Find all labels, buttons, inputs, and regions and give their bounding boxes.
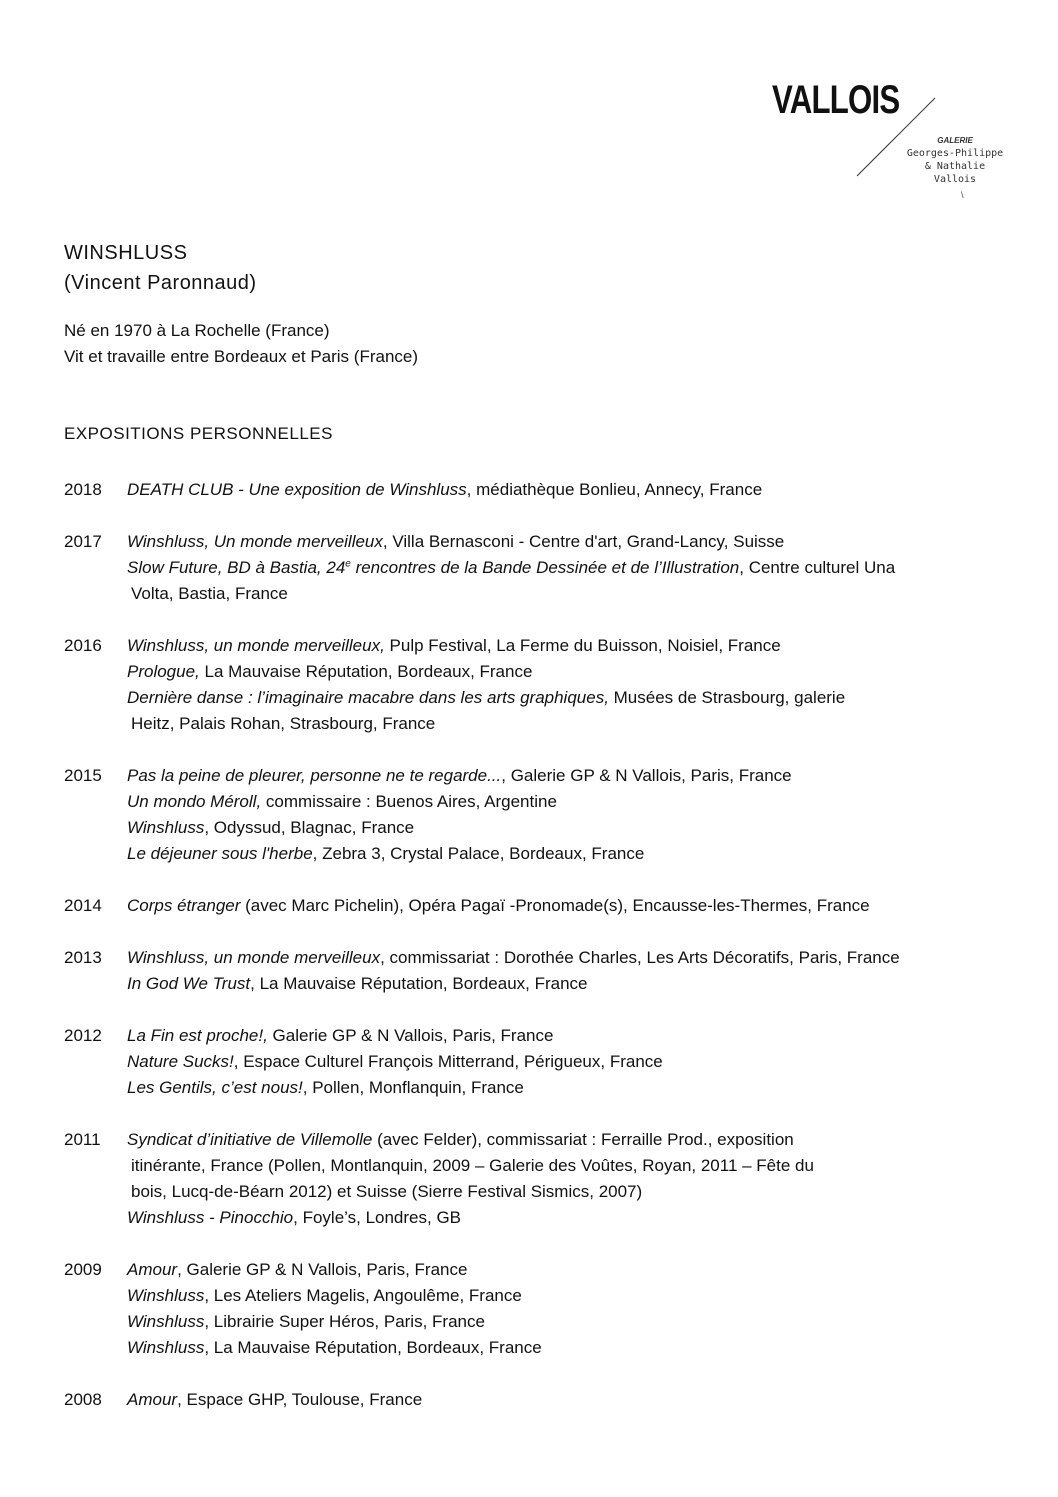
exhibition-venue: bois, Lucq-de-Béarn 2012) et Suisse (Sierre Festival Sismics, 2007) xyxy=(131,1182,643,1201)
exhibition-venue: , Galerie GP & N Vallois, Paris, France xyxy=(177,1260,468,1279)
exhibition-lines xyxy=(127,477,1024,503)
exhibition-venue: (avec Felder), commissariat : Ferraille Prod., exposition xyxy=(372,1130,794,1149)
exhibition-venue: Musées de Strasbourg, galerie xyxy=(608,688,846,707)
artist-bio xyxy=(64,318,418,370)
exhibition-venue: , La Mauvaise Réputation, Bordeaux, France xyxy=(204,1338,542,1357)
exhibition-line xyxy=(127,789,1024,815)
exhibition-line xyxy=(127,841,1024,867)
exhibition-year: 2018 xyxy=(64,480,102,499)
exhibition-year-group xyxy=(64,1127,1024,1231)
logo-galerie-label: GALERIE xyxy=(937,136,973,145)
exhibition-year: 2011 xyxy=(64,1130,101,1149)
exhibition-venue: , Zebra 3, Crystal Palace, Bordeaux, France xyxy=(312,844,645,863)
exhibition-year-group xyxy=(64,477,1024,503)
exhibition-year: 2016 xyxy=(64,636,102,655)
exhibition-year: 2008 xyxy=(64,1390,102,1409)
exhibition-lines xyxy=(127,1023,1024,1101)
exhibition-lines xyxy=(127,763,1024,867)
exhibition-title: Nature Sucks! xyxy=(127,1052,234,1071)
exhibition-line xyxy=(127,1075,1024,1101)
exhibition-line xyxy=(127,1283,1024,1309)
artist-heading xyxy=(64,238,257,298)
exhibition-year: 2015 xyxy=(64,766,102,785)
exhibition-title: Winshluss xyxy=(127,1286,205,1305)
exhibition-year-group xyxy=(64,529,1024,607)
exhibition-year: 2017 xyxy=(64,532,102,551)
artist-real-name: (Vincent Paronnaud) xyxy=(64,272,257,294)
ordinal-superscript: e xyxy=(345,558,351,570)
exhibition-line xyxy=(127,529,1024,555)
exhibition-line xyxy=(127,477,1024,503)
exhibition-line xyxy=(127,633,1024,659)
exhibition-venue: , Espace Culturel François Mitterrand, Périgueux, France xyxy=(233,1052,663,1071)
exhibition-year-group xyxy=(64,1257,1024,1361)
exhibition-title: Amour xyxy=(127,1390,178,1409)
exhibition-title: Les Gentils, c’est nous! xyxy=(127,1078,303,1097)
exhibition-year-group xyxy=(64,1023,1024,1101)
exhibition-line xyxy=(127,763,1024,789)
exhibition-line xyxy=(127,1023,1024,1049)
exhibition-title: Le déjeuner sous l'herbe xyxy=(127,844,313,863)
exhibition-title: Slow Future, BD à Bastia, 24 xyxy=(127,558,346,577)
exhibition-title: Winshluss xyxy=(127,1338,205,1357)
exhibition-venue: (avec Marc Pichelin), Opéra Pagaï -Pronomade(s), Encausse-les-Thermes, France xyxy=(240,896,870,915)
exhibition-title: Syndicat d’initiative de Villemolle xyxy=(127,1130,373,1149)
exhibition-venue: , Pollen, Monflanquin, France xyxy=(302,1078,524,1097)
exhibition-venue: Volta, Bastia, France xyxy=(131,584,288,603)
exhibition-line xyxy=(127,1179,1024,1205)
exhibition-venue: , Galerie GP & N Vallois, Paris, France xyxy=(501,766,792,785)
exhibition-venue: , Odyssud, Blagnac, France xyxy=(204,818,415,837)
exhibition-title: Winshluss, Un monde merveilleux xyxy=(127,532,383,551)
exhibition-title: Dernière danse : l’imaginaire macabre dans les arts graphiques, xyxy=(127,688,609,707)
exhibition-lines xyxy=(127,633,1024,737)
exhibition-lines xyxy=(127,1387,1024,1413)
exhibition-venue: , Centre culturel Una xyxy=(739,558,896,577)
exhibition-year-group xyxy=(64,633,1024,737)
exhibition-lines xyxy=(127,893,1024,919)
exhibition-title: Winshluss, un monde merveilleux xyxy=(127,948,381,967)
exhibition-list xyxy=(64,477,1024,1439)
exhibition-lines xyxy=(127,945,1024,997)
exhibition-title: Amour xyxy=(127,1260,178,1279)
exhibition-year-group xyxy=(64,1387,1024,1413)
logo-tick-mark: \ xyxy=(961,190,964,200)
exhibition-title: In God We Trust xyxy=(127,974,251,993)
exhibition-venue: , La Mauvaise Réputation, Bordeaux, France xyxy=(250,974,588,993)
exhibition-title: Winshluss xyxy=(127,818,205,837)
exhibition-line xyxy=(127,555,1024,581)
exhibition-title: DEATH CLUB - Une exposition de Winshluss xyxy=(127,480,467,499)
logo-wordmark: VALLOIS xyxy=(772,78,900,122)
exhibition-line xyxy=(127,971,1024,997)
exhibition-title: Un mondo Méroll, xyxy=(127,792,262,811)
exhibition-lines xyxy=(127,1127,1024,1231)
exhibition-line xyxy=(127,1205,1024,1231)
exhibition-line xyxy=(127,581,1024,607)
exhibition-line xyxy=(127,1335,1024,1361)
exhibition-line xyxy=(127,1387,1024,1413)
exhibition-lines xyxy=(127,1257,1024,1361)
exhibition-venue: La Mauvaise Réputation, Bordeaux, France xyxy=(199,662,533,681)
exhibition-title: Winshluss, un monde merveilleux, xyxy=(127,636,385,655)
exhibition-line xyxy=(127,945,1024,971)
exhibition-year: 2012 xyxy=(64,1026,102,1045)
exhibition-title: Winshluss - Pinocchio xyxy=(127,1208,294,1227)
exhibition-line xyxy=(127,1257,1024,1283)
exhibition-line xyxy=(127,711,1024,737)
exhibition-venue: , Espace GHP, Toulouse, France xyxy=(177,1390,423,1409)
exhibition-venue: , Les Ateliers Magelis, Angoulême, France xyxy=(204,1286,522,1305)
exhibition-title-cont: rencontres de la Bande Dessinée et de l’Illustration xyxy=(350,558,740,577)
exhibition-line xyxy=(127,893,1024,919)
exhibition-line xyxy=(127,659,1024,685)
section-title: EXPOSITIONS PERSONNELLES xyxy=(64,424,333,443)
exhibition-title: Prologue, xyxy=(127,662,200,681)
exhibition-venue: Pulp Festival, La Ferme du Buisson, Noisiel, France xyxy=(384,636,781,655)
artist-name: WINSHLUSS xyxy=(64,242,188,264)
exhibition-year: 2014 xyxy=(64,896,102,915)
logo-gallery-names xyxy=(890,134,1020,186)
exhibition-year-group xyxy=(64,893,1024,919)
logo-name-line: & Nathalie xyxy=(924,161,986,172)
exhibition-venue: , Villa Bernasconi - Centre d'art, Grand-Lancy, Suisse xyxy=(382,532,785,551)
exhibition-line xyxy=(127,685,1024,711)
exhibition-venue: , commissariat : Dorothée Charles, Les Arts Décoratifs, Paris, France xyxy=(380,948,900,967)
exhibition-venue: Galerie GP & N Vallois, Paris, France xyxy=(267,1026,554,1045)
exhibition-venue: , médiathèque Bonlieu, Annecy, France xyxy=(466,480,763,499)
exhibition-title: Corps étranger xyxy=(127,896,241,915)
exhibition-venue: commissaire : Buenos Aires, Argentine xyxy=(261,792,557,811)
exhibition-lines xyxy=(127,529,1024,607)
exhibition-line xyxy=(127,1309,1024,1335)
gallery-logo xyxy=(740,78,1040,208)
exhibition-line xyxy=(127,1153,1024,1179)
exhibition-title: La Fin est proche!, xyxy=(127,1026,268,1045)
exhibition-venue: , Librairie Super Héros, Paris, France xyxy=(204,1312,485,1331)
exhibition-line xyxy=(127,815,1024,841)
artist-birth: Né en 1970 à La Rochelle (France) xyxy=(64,321,330,340)
artist-residence: Vit et travaille entre Bordeaux et Paris (France) xyxy=(64,347,419,366)
exhibition-year-group xyxy=(64,763,1024,867)
exhibition-venue: itinérante, France (Pollen, Montlanquin, 2009 – Galerie des Voûtes, Royan, 2011 – Fête du xyxy=(131,1156,814,1175)
exhibition-year: 2013 xyxy=(64,948,102,967)
logo-name-line: Vallois xyxy=(933,174,977,185)
logo-name-line: Georges-Philippe xyxy=(906,148,1004,159)
exhibition-line xyxy=(127,1127,1024,1153)
exhibition-venue: Heitz, Palais Rohan, Strasbourg, France xyxy=(131,714,436,733)
exhibition-title: Pas la peine de pleurer, personne ne te regarde... xyxy=(127,766,502,785)
exhibition-year-group xyxy=(64,945,1024,997)
exhibition-title: Winshluss xyxy=(127,1312,205,1331)
exhibition-venue: , Foyle’s, Londres, GB xyxy=(293,1208,462,1227)
exhibition-line xyxy=(127,1049,1024,1075)
exhibition-year: 2009 xyxy=(64,1260,102,1279)
